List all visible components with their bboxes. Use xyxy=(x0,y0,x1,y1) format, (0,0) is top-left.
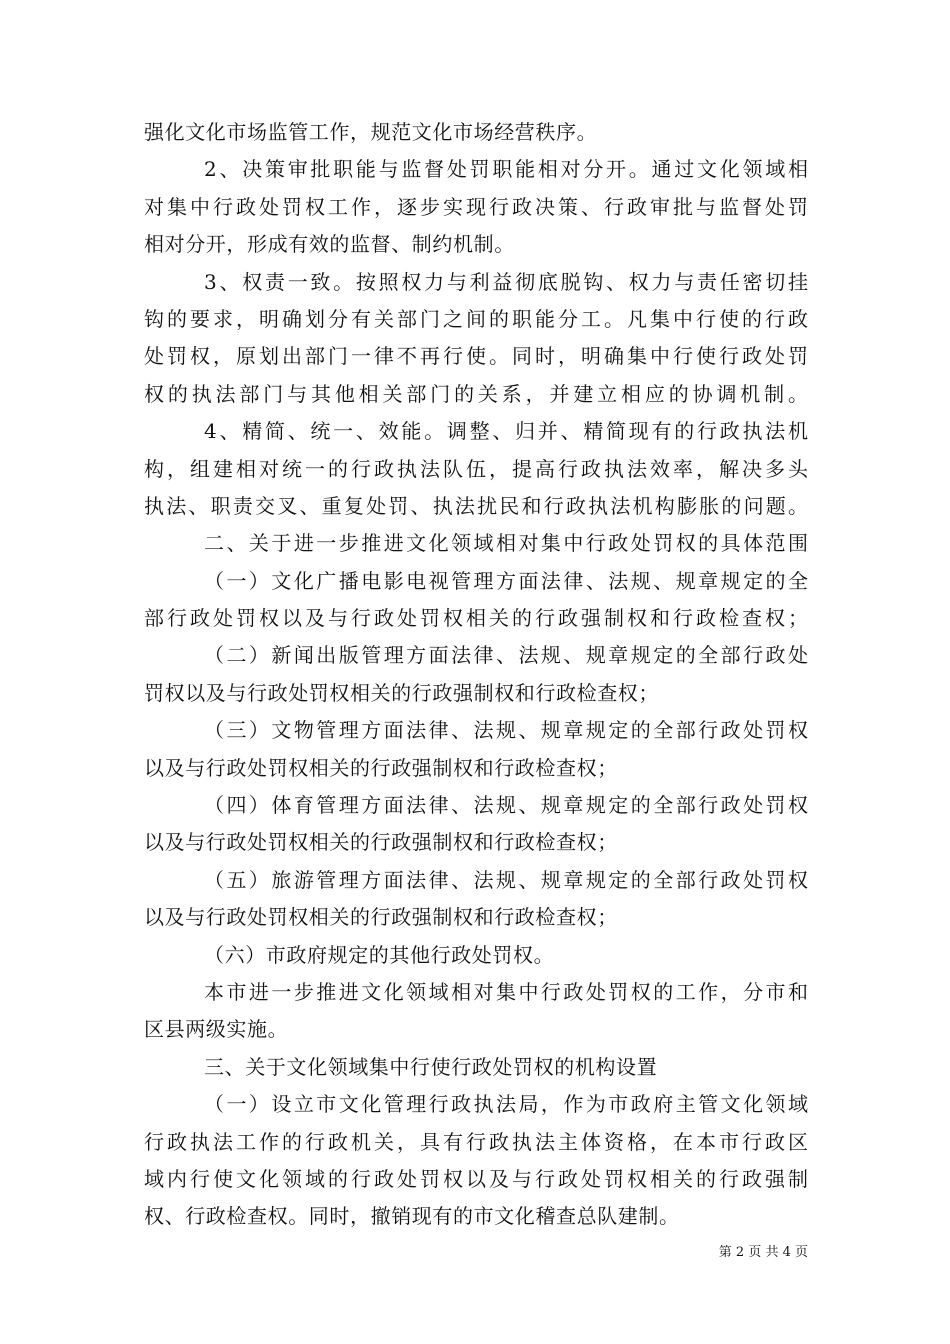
text-line: 权、行政检查权。同时，撤销现有的市文化稽查总队建制。 xyxy=(144,1204,680,1229)
text-line: 本市进一步推进文化领域相对集中行政处罚权的工作，分市和 xyxy=(204,979,808,1004)
text-line: 钩的要求，明确划分有关部门之间的职能分工。凡集中行使的行政 xyxy=(144,306,808,331)
document-body xyxy=(144,114,808,1236)
text-line: （一）文化广播电影电视管理方面法律、法规、规章规定的全 xyxy=(204,568,808,593)
text-line: 权的执法部门与其他相关部门的关系，并建立相应的协调机制。 xyxy=(144,381,808,406)
text-line: 强化文化市场监管工作，规范文化市场经营秩序。 xyxy=(144,120,598,144)
text-line: 4、精简、统一、效能。调整、归并、精简现有的行政执法机 xyxy=(204,419,808,444)
text-line: 2、决策审批职能与监督处罚职能相对分开。通过文化领域相 xyxy=(204,157,808,182)
text-line: 域内行使文化领域的行政处罚权以及与行政处罚权相关的行政强制 xyxy=(144,1166,808,1191)
page-number-footer: 第 2 页 共 4 页 xyxy=(718,1245,808,1260)
text-line: 二、关于进一步推进文化领域相对集中行政处罚权的具体范围 xyxy=(204,531,808,556)
text-line: 构，组建相对统一的行政执法队伍，提高行政执法效率，解决多头 xyxy=(144,456,808,481)
text-line: 三、关于文化领域集中行使行政处罚权的机构设置 xyxy=(204,1054,658,1079)
text-line: 执法、职责交叉、重复处罚、执法扰民和行政执法机构膨胀的问题。 xyxy=(144,493,808,518)
text-line: （二）新闻出版管理方面法律、法规、规章规定的全部行政处 xyxy=(204,643,808,668)
text-line: 相对分开，形成有效的监督、制约机制。 xyxy=(144,232,515,257)
text-line: （六）市政府规定的其他行政处罚权。 xyxy=(204,942,555,967)
text-line: （五）旅游管理方面法律、法规、规章规定的全部行政处罚权 xyxy=(204,867,808,892)
text-line: （一）设立市文化管理行政执法局，作为市政府主管文化领域 xyxy=(204,1092,808,1117)
text-line: 以及与行政处罚权相关的行政强制权和行政检查权； xyxy=(144,905,618,930)
text-line: （四）体育管理方面法律、法规、规章规定的全部行政处罚权 xyxy=(204,793,808,818)
text-line: 处罚权，原划出部门一律不再行使。同时，明确集中行使行政处罚 xyxy=(144,344,808,369)
text-line: 对集中行政处罚权工作，逐步实现行政决策、行政审批与监督处罚 xyxy=(144,194,808,219)
text-line: 以及与行政处罚权相关的行政强制权和行政检查权； xyxy=(144,830,618,855)
text-line: 罚权以及与行政处罚权相关的行政强制权和行政检查权； xyxy=(144,680,659,705)
text-line: 部行政处罚权以及与行政处罚权相关的行政强制权和行政检查权； xyxy=(144,606,808,631)
text-line: （三）文物管理方面法律、法规、规章规定的全部行政处罚权 xyxy=(204,718,808,743)
text-line: 行政执法工作的行政机关，具有行政执法主体资格，在本市行政区 xyxy=(144,1129,808,1154)
text-line: 3、权责一致。按照权力与利益彻底脱钩、权力与责任密切挂 xyxy=(204,269,808,294)
text-line: 以及与行政处罚权相关的行政强制权和行政检查权； xyxy=(144,755,618,780)
text-line: 区县两级实施。 xyxy=(144,1017,289,1042)
